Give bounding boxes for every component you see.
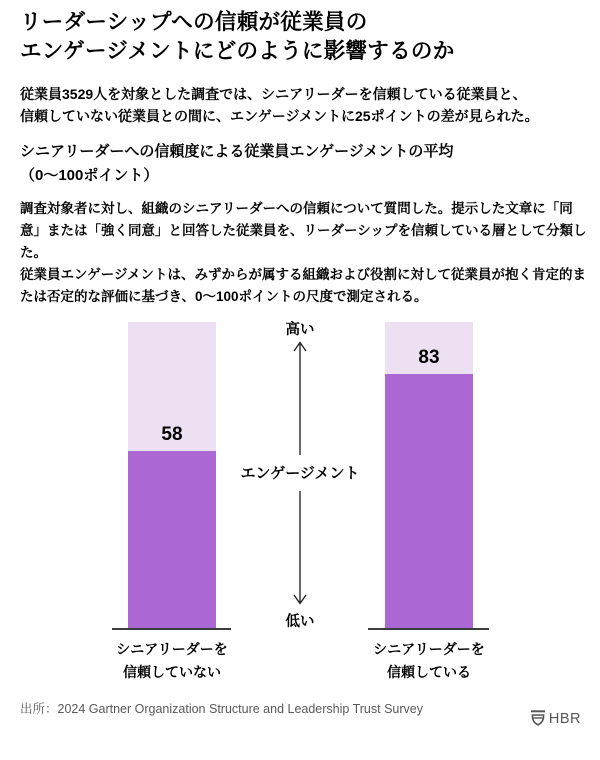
page-subtitle-line2: 信頼していない従業員との間に、エンゲージメントに25ポイントの差が見られた。: [20, 108, 539, 124]
axis-label-high: 高い: [285, 322, 315, 338]
page-subtitle: [20, 83, 539, 127]
axis-label-low: 低い: [285, 614, 315, 630]
arrow-up-icon: [291, 341, 309, 455]
hbr-logo: [530, 710, 581, 727]
chart-description-para2: 従業員エンゲージメントは、みずからが属する組織および役割に対して従業員が抱く肯定的または否定的な評価に基づき、0～100ポイントの尺度で測定される。: [20, 267, 587, 304]
hbr-shield-icon: [530, 710, 546, 727]
category-label-not-trust-line2: 信頼していない: [123, 664, 221, 680]
bar-value-not-trust: 58: [161, 424, 183, 445]
bar-chart: [0, 322, 600, 687]
page-title-line1: リーダーシップへの信頼が従業員の: [20, 10, 368, 34]
category-label-trust-line1: シニアリーダーを: [373, 641, 485, 657]
page-title-line2: エンゲージメントにどのように影響するのか: [20, 39, 455, 63]
category-label-not-trust-line1: シニアリーダーを: [116, 641, 228, 657]
chart-heading: [20, 140, 453, 188]
hbr-logo-text: HBR: [548, 710, 581, 727]
arrow-down-icon: [291, 491, 309, 605]
axis-label-engagement: エンゲージメント: [240, 465, 360, 482]
chart-description-para1: 調査対象者に対し、組織のシニアリーダーへの信頼について質問した。提示した文章に「同意」または「強く同意」と回答した従業員を、リーダーシップを信頼している層として分類した。: [20, 201, 587, 260]
chart-heading-line1: シニアリーダーへの信頼度による従業員エンゲージメントの平均: [20, 143, 454, 160]
page-title: [20, 8, 455, 66]
category-label-not-trust: [77, 638, 267, 684]
bar-fill-trust: [385, 374, 473, 629]
category-label-trust-line2: 信頼している: [387, 664, 471, 680]
source-citation: 出所：2024 Gartner Organization Structure and Leadership Trust Survey: [20, 702, 423, 716]
page-subtitle-line1: 従業員3529人を対象とした調査では、シニアリーダーを信頼している従業員と、: [20, 86, 527, 102]
category-label-trust: [334, 638, 524, 684]
chart-heading-line2: （0～100ポイント）: [20, 167, 159, 184]
bar-value-trust: 83: [418, 347, 440, 368]
chart-description: [20, 198, 587, 308]
